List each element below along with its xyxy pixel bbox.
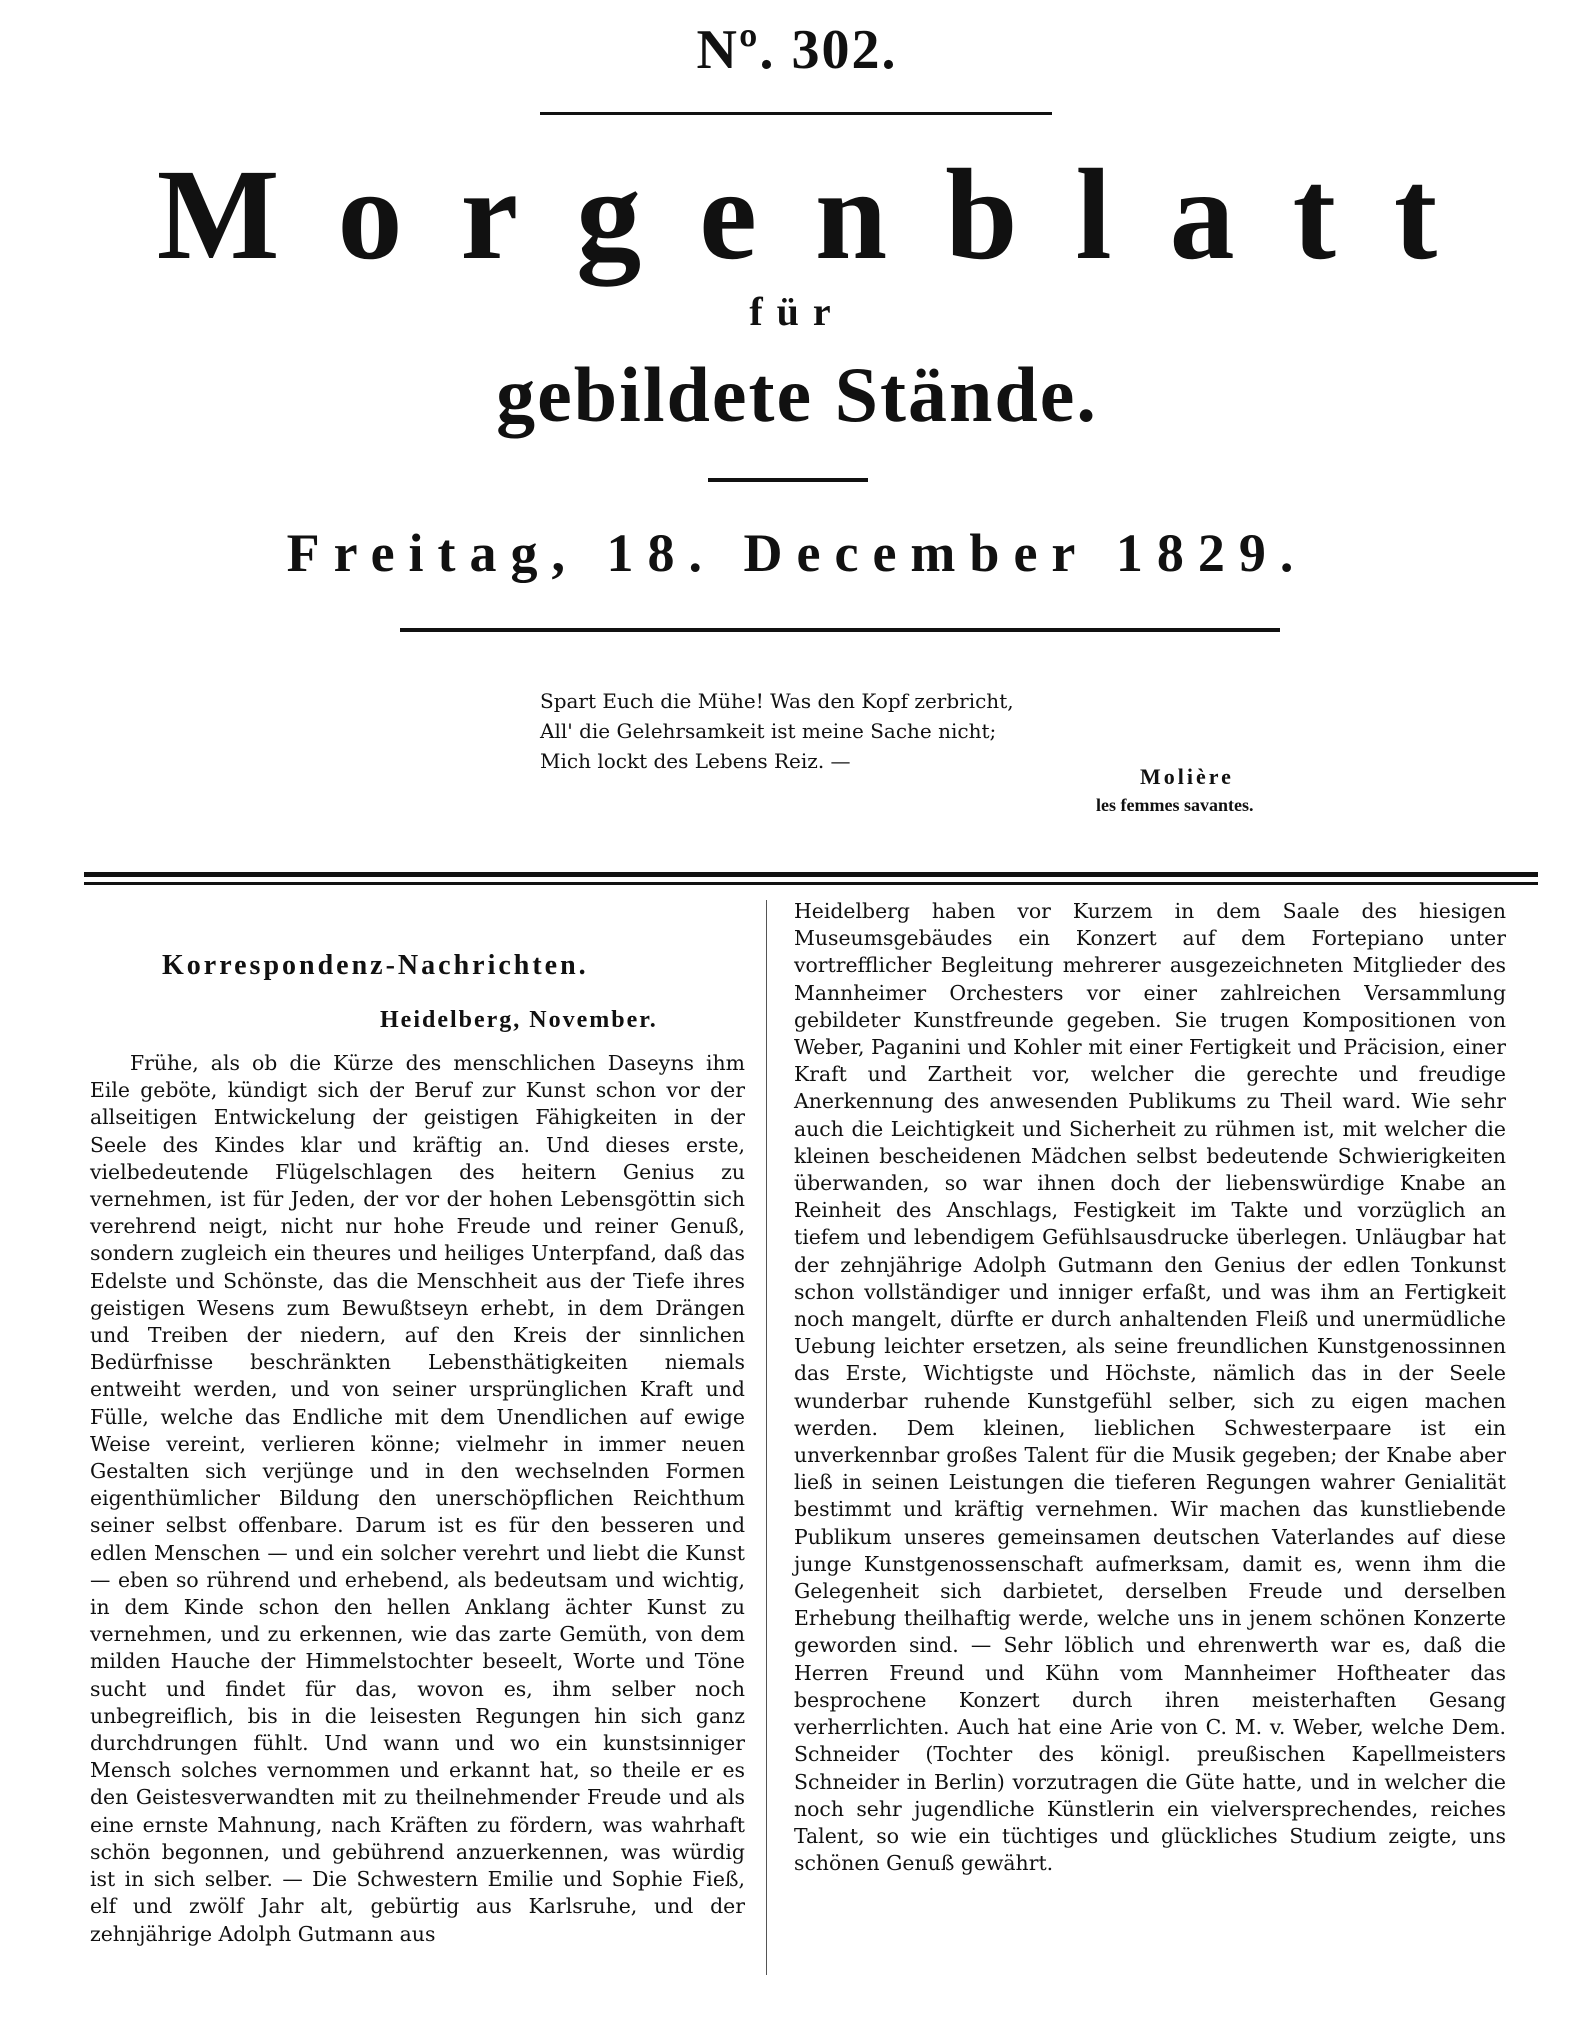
epigraph-work: les femmes savantes. [1096,795,1254,815]
double-rule-thick [84,872,1538,877]
epigraph [540,686,1014,776]
article-paragraph-continued: Heidelberg haben vor Kurzem in dem Saale des hiesigen Museumsgebäudes ein Konzert auf dem Fortepiano unter vortrefflicher Begleitung mehrerer ausgezeichneten Mitglieder des Mannheimer Orchesters vor einer zahlreichen Versammlung gebildeter Kunstfreunde gegeben. Sie trugen Kompositionen von Weber, Paganini und Kohler mit einer Fertigkeit und Präcision, einer Kraft und Zartheit vor, welcher die gerechte und freudige Anerkennung des anwesenden Publikums zu Theil ward. Wie sehr auch die Leichtigkeit und Sicherheit zu rühmen ist, mit welcher die kleinen bescheidenen Mädchen selbst bedeutende Schwierigkeiten überwanden, so war ihnen doch der liebenswürdige Knabe an Reinheit des Anschlags, Festigkeit im Takte und vorzüglich an tiefem und lebendigem Gefühlsausdrucke überlegen. Unläugbar hat der zehnjährige Adolph Gutmann den Genius der edlen Tonkunst schon vollständiger und inniger erfaßt, und was ihm an Fertigkeit noch mangelt, dürfte er durch anhaltenden Fleiß und unermüdliche Uebung leichter ersetzen, als seine freundlichen Kunstgenossinnen das Erste, Wichtigste und Höchste, nämlich das in der Seele wunderbar ruhende Kunstgefühl selber, sich zu eigen machen werden. Dem kleinen, lieblichen Schwesterpaare ist ein unverkennbar großes Talent für die Musik gegeben; der Knabe aber ließ in seinen Leistungen die tieferen Regungen wahrer Genialität bestimmt und kräftig vernehmen. Wir machen das kunstliebende Publikum unseres gemeinsamen deutschen Vaterlandes auf diese junge Kunstgenossenschaft aufmerksam, damit es, wenn ihm die Gelegenheit sich darbietet, derselben Freude und derselben Erhebung theilhaftig werde, welche uns in jenem schönen Konzerte geworden sind. — Sehr löblich und ehrenwerth war es, daß die Herren Freund und Kühn vom Mannheimer Hoftheater das besprochene Konzert durch ihren meisterhaften Gesang verherrlichten. Auch hat eine Arie von C. M. v. Weber, welche Dem. Schneider (Tochter des königl. preußischen Kapellmeisters Schneider in Berlin) vorzutragen die Güte hatte, und in welcher die noch sehr jugendliche Künstlerin ein vielversprechendes, reiches Talent, so wie ein tüchtiges und glückliches Studium zeigte, uns schönen Genuß gewährt. [794,899,1506,1876]
top-rule [540,112,1052,115]
date-rule [400,628,1280,632]
masthead-rule [708,478,868,482]
epigraph-author: Molière [1140,764,1234,789]
issue-date: Freitag, 18. December 1829. [286,523,1308,583]
epigraph-line: Spart Euch die Mühe! Was den Kopf zerbricht, [540,689,1014,713]
column-divider [766,900,767,1975]
place-date-heading: Heidelberg, November. [380,1007,658,1033]
article-right-column [794,898,1506,1877]
article-paragraph: Frühe, als ob die Kürze des menschlichen Daseyns ihm Eile geböte, kündigt sich der Beruf zur Kunst schon vor der allseitigen Entwickelung der geistigen Fähigkeiten in der Seele des Kindes klar und kräftig an. Und dieses erste, vielbedeutende Flügelschlagen des heitern Genius zu vernehmen, ist für Jeden, der vor der hohen Lebensgöttin sich verehrend neigt, nicht nur hohe Freude und reiner Genuß, sondern zugleich ein theures und heiliges Unterpfand, daß das Edelste und Schönste, das die Menschheit aus der Tiefe ihres geistigen Wesens zum Bewußtseyn erhebt, in dem Drängen und Treiben der niedern, auf den Kreis der sinnlichen Bedürfnisse beschränkten Lebensthätigkeiten niemals entweiht werden, und von seiner ursprünglichen Kraft und Fülle, welche das Endliche mit dem Unendlichen auf ewige Weise vereint, verlieren könne; vielmehr in immer neuen Gestalten sich verjünge und in den wechselnden Formen eigenthümlicher Bildung den unerschöpflichen Reichthum seiner selbst offenbare. Darum ist es für den besseren und edlen Menschen — und ein solcher verehrt und liebt die Kunst — eben so rührend und erhebend, als bedeutsam und wichtig, in dem Kinde schon den hellen Anklang ächter Kunst zu vernehmen, und zu erkennen, wie das zarte Gemüth, von dem milden Hauche der Himmelstochter beseelt, Worte und Töne sucht und findet für das, wovon es, ihm selber noch unbegreiflich, bis in die leisesten Regungen hin sich ganz durchdrungen fühlt. Und wann und wo ein kunstsinniger Mensch solches vernommen und erkannt hat, so theile er es den Geistesverwandten mit zu theilnehmender Freude und als eine ernste Mahnung, nach Kräften zu fördern, was wahrhaft schön begonnen, und gebührend anzuerkennen, was würdig ist in sich selber. — Die Schwestern Emilie und Sophie Fieß, elf und zwölf Jahr alt, gebürtig aus Karlsruhe, und der zehnjährige Adolph Gutmann aus [90,1051,745,1946]
double-rule-thin [84,882,1538,885]
epigraph-line: All' die Gelehrsamkeit ist meine Sache nicht; [540,719,997,743]
masthead-subtitle: gebildete Stände. [496,351,1098,438]
masthead-title: Morgenblatt [156,143,1496,287]
masthead-connector: für [749,289,845,334]
article-left-column [90,1050,745,1948]
section-heading: Korrespondenz-Nachrichten. [162,950,589,981]
epigraph-line: Mich lockt des Lebens Reiz. — [540,749,851,773]
issue-number: Nº. 302. [696,19,898,81]
